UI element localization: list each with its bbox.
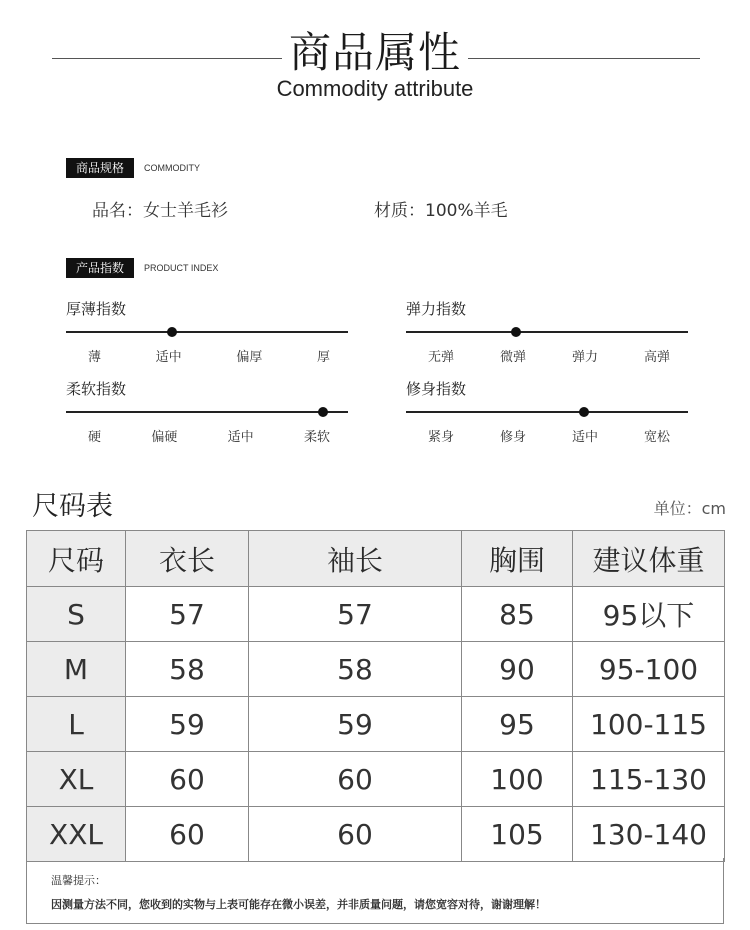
index-scale-label: 紧身 (428, 430, 455, 445)
index-scale-title: 厚薄指数 (66, 300, 127, 318)
size-chart-title: 尺码表 (32, 491, 113, 522)
header-bust: 胸围 (462, 531, 573, 587)
index-scale-label: 硬 (88, 430, 102, 445)
index-scale-track (66, 411, 348, 413)
index-scale-label: 适中 (227, 430, 254, 445)
table-cell: L (27, 697, 126, 752)
table-cell: 59 (249, 697, 462, 752)
product-index-tag-label: 产品指数 (66, 258, 134, 278)
commodity-tag-label: 商品规格 (66, 158, 134, 178)
index-scale-track (66, 331, 348, 333)
notice-body: 因测量方法不同，您收到的实物与上表可能存在微小误差，并非质量问题，请您宽容对待，谢谢理解！ (51, 898, 546, 911)
table-cell: 130-140 (573, 807, 725, 862)
header-length: 衣长 (126, 531, 249, 587)
index-scale-title: 柔软指数 (66, 380, 127, 398)
index-scale (66, 378, 348, 445)
table-cell: 58 (249, 642, 462, 697)
table-cell: S (27, 587, 126, 642)
index-scale (66, 298, 348, 365)
header-size: 尺码 (27, 531, 126, 587)
commodity-tag-en: COMMODITY (144, 163, 201, 173)
table-cell: 60 (249, 752, 462, 807)
header-weight: 建议体重 (573, 531, 725, 587)
index-scale-label: 适中 (571, 430, 598, 445)
table-cell: 59 (126, 697, 249, 752)
index-scale (406, 298, 688, 365)
index-scale-marker (579, 407, 589, 417)
table-cell: 95-100 (573, 642, 725, 697)
index-scale-label: 适中 (155, 350, 182, 365)
page-title: 商品属性 (288, 28, 461, 77)
index-scale-label: 微弹 (499, 350, 526, 365)
table-cell: 57 (126, 587, 249, 642)
index-scale-label: 偏硬 (151, 430, 178, 445)
index-scale-track (406, 411, 688, 413)
notice-box (26, 858, 724, 924)
table-row (27, 752, 725, 807)
index-scale-label: 高弹 (643, 350, 670, 365)
table-cell: XXL (27, 807, 126, 862)
table-cell: 57 (249, 587, 462, 642)
product-material: 材质：100%羊毛 (374, 201, 508, 221)
index-scale-label: 弹力 (571, 350, 598, 365)
table-cell: 90 (462, 642, 573, 697)
table-cell: 58 (126, 642, 249, 697)
table-cell: 60 (126, 752, 249, 807)
table-row (27, 587, 725, 642)
index-scale-marker (511, 327, 521, 337)
header-sleeve: 袖长 (249, 531, 462, 587)
size-table (26, 530, 725, 862)
product-name: 品名：女士羊毛衫 (92, 201, 228, 221)
table-cell: 60 (126, 807, 249, 862)
index-scale-label: 厚 (316, 350, 330, 365)
notice-title: 温馨提示： (51, 874, 106, 887)
index-scale-title: 弹力指数 (406, 300, 467, 318)
index-scale-label: 宽松 (643, 430, 670, 445)
index-scale-marker (318, 407, 328, 417)
index-scale-label: 修身 (499, 430, 526, 445)
size-table-header-row (27, 531, 725, 587)
table-cell: 115-130 (573, 752, 725, 807)
table-row (27, 807, 725, 862)
index-scale-marker (167, 327, 177, 337)
index-scale-track (406, 331, 688, 333)
table-cell: 100-115 (573, 697, 725, 752)
size-chart-unit: 单位：cm (653, 499, 726, 518)
table-cell: 95以下 (573, 587, 725, 642)
index-scale-labels (406, 426, 688, 445)
index-scale-label: 薄 (88, 350, 102, 365)
table-cell: 95 (462, 697, 573, 752)
index-scale-label: 偏厚 (236, 350, 263, 365)
table-cell: 85 (462, 587, 573, 642)
index-scale-label: 无弹 (428, 350, 455, 365)
page-subtitle: Commodity attribute (276, 76, 474, 101)
index-scale-title: 修身指数 (406, 380, 467, 398)
commodity-section-tag (66, 158, 200, 178)
product-index-tag-en: PRODUCT INDEX (144, 263, 219, 273)
table-cell: XL (27, 752, 126, 807)
index-scale-labels (406, 346, 688, 365)
table-cell: 105 (462, 807, 573, 862)
index-scale-labels (66, 346, 348, 365)
table-row (27, 642, 725, 697)
index-scale (406, 378, 688, 445)
table-cell: M (27, 642, 126, 697)
index-scale-labels (66, 426, 348, 445)
product-index-section-tag (66, 258, 218, 278)
table-cell: 100 (462, 752, 573, 807)
table-cell: 60 (249, 807, 462, 862)
table-row (27, 697, 725, 752)
index-scale-label: 柔软 (303, 430, 330, 445)
